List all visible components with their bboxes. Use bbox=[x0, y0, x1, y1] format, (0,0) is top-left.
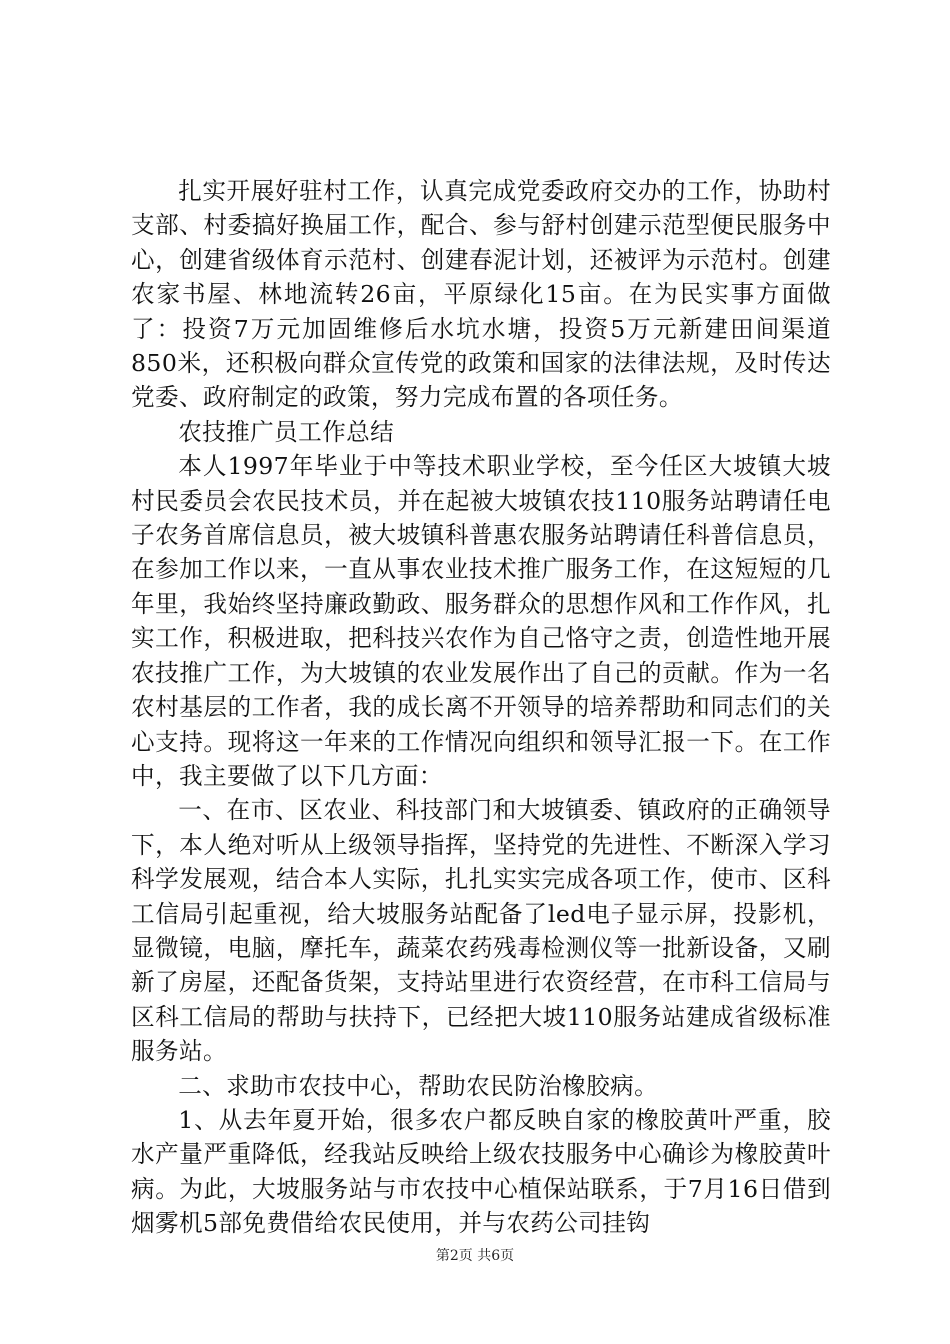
section-heading: 农技推广员工作总结 bbox=[178, 417, 395, 446]
document-body bbox=[131, 174, 831, 1241]
paragraph-intro: 本人1997年毕业于中等技术职业学校，至今任区大坡镇大坡村民委员会农民技术员，并在起被大坡镇农技110服务站聘请任电子农务首席信息员，被大坡镇科普惠农服务站聘请任科普信息员，在参加工作以来，一直从事农业技术推广服务工作，在这短短的几年里，我始终坚持廉政勤政、服务群众的思想作风和工作作风，扎实工作，积极进取，把科技兴农作为自己恪守之责，创造性地开展农技推广工作，为大坡镇的农业发展作出了自己的贡献。作为一名农村基层的工作者，我的成长离不开领导的培养帮助和同志们的关心支持。现将这一年来的工作情况向组织和领导汇报一下。在工作中，我主要做了以下几方面： bbox=[131, 452, 831, 790]
page-footer: 第2页 共6页 bbox=[435, 1248, 515, 1264]
paragraph-village-work: 扎实开展好驻村工作，认真完成党委政府交办的工作，协助村支部、村委搞好换届工作，配合、参与舒村创建示范型便民服务中心，创建省级体育示范村、创建春泥计划，还被评为示范村。创建农家书屋、林地流转26亩，平原绿化15亩。在为民实事方面做了：投资7万元加固维修后水坑水塘，投资5万元新建田间渠道850米，还积极向群众宣传党的政策和国家的法律法规，及时传达党委、政府制定的政策，努力完成布置的各项任务。 bbox=[131, 177, 831, 412]
paragraph-point-two-heading: 二、求助市农技中心，帮助农民防治橡胶病。 bbox=[178, 1071, 659, 1100]
paragraph-point-one: 一、在市、区农业、科技部门和大坡镇委、镇政府的正确领导下，本人绝对听从上级领导指挥，坚持党的先进性、不断深入学习科学发展观，结合本人实际，扎扎实实完成各项工作，使市、区科工信局引起重视，给大坡服务站配备了led电子显示屏，投影机，显微镜，电脑，摩托车，蔬菜农药残毒检测仪等一批新设备，又刷新了房屋，还配备货架，支持站里进行农资经营，在市科工信局与区科工信局的帮助与扶持下，已经把大坡110服务站建成省级标准服务站。 bbox=[131, 796, 831, 1066]
paragraph-point-two-item-one: 1、从去年夏开始，很多农户都反映自家的橡胶黄叶严重，胶水产量严重降低，经我站反映给上级农技服务中心确诊为橡胶黄叶病。为此，大坡服务站与市农技中心植保站联系，于7月16日借到烟雾机5部免费借给农民使用，并与农药公司挂钩 bbox=[131, 1105, 831, 1238]
